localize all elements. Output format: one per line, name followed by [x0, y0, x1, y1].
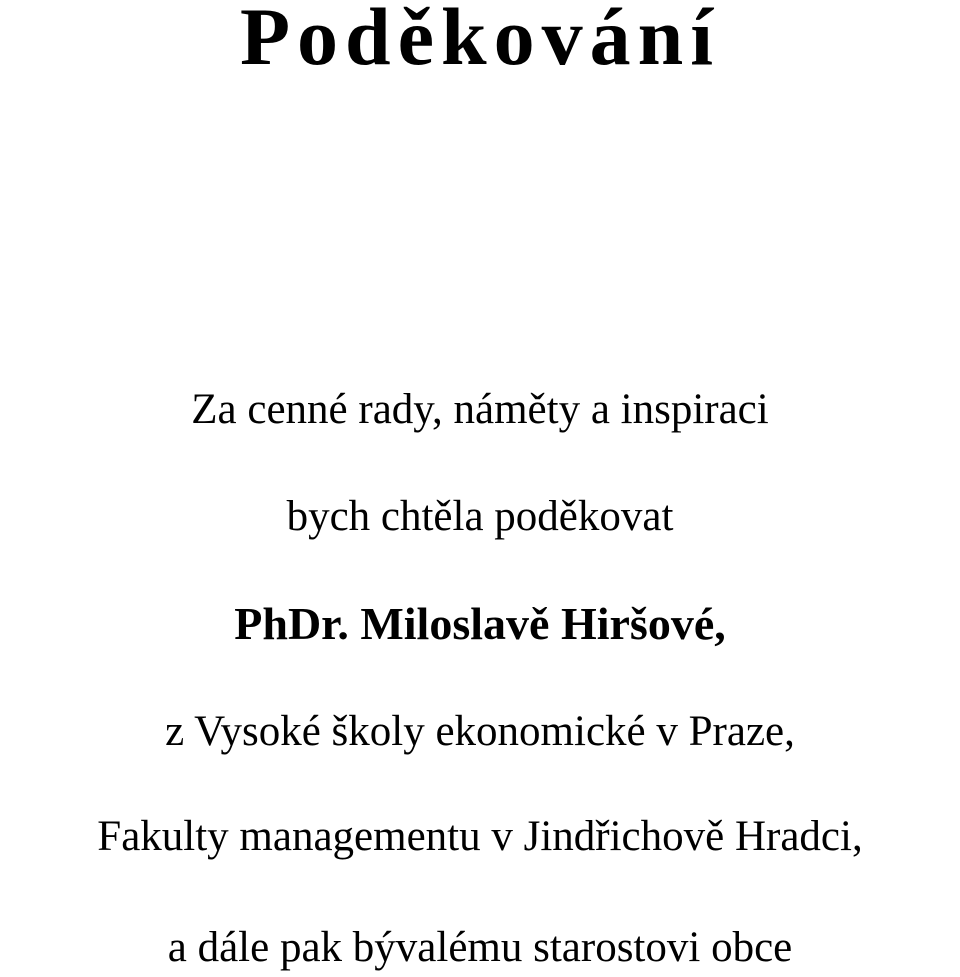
page-title: Poděkování — [239, 0, 721, 82]
acknowledged-person-name: PhDr. Miloslavě Hiršové, — [234, 598, 726, 649]
acknowledgement-line-faculty: Fakulty managementu v Jindřichově Hradci, — [97, 813, 863, 860]
acknowledgement-line-6: a dále pak bývalému starostovi obce — [167, 924, 793, 971]
acknowledgement-line-university: z Vysoké školy ekonomické v Praze, — [165, 708, 795, 755]
acknowledgement-line-1: Za cenné rady, náměty a inspiraci — [191, 386, 769, 433]
acknowledgement-line-2: bych chtěla poděkovat — [286, 493, 674, 540]
